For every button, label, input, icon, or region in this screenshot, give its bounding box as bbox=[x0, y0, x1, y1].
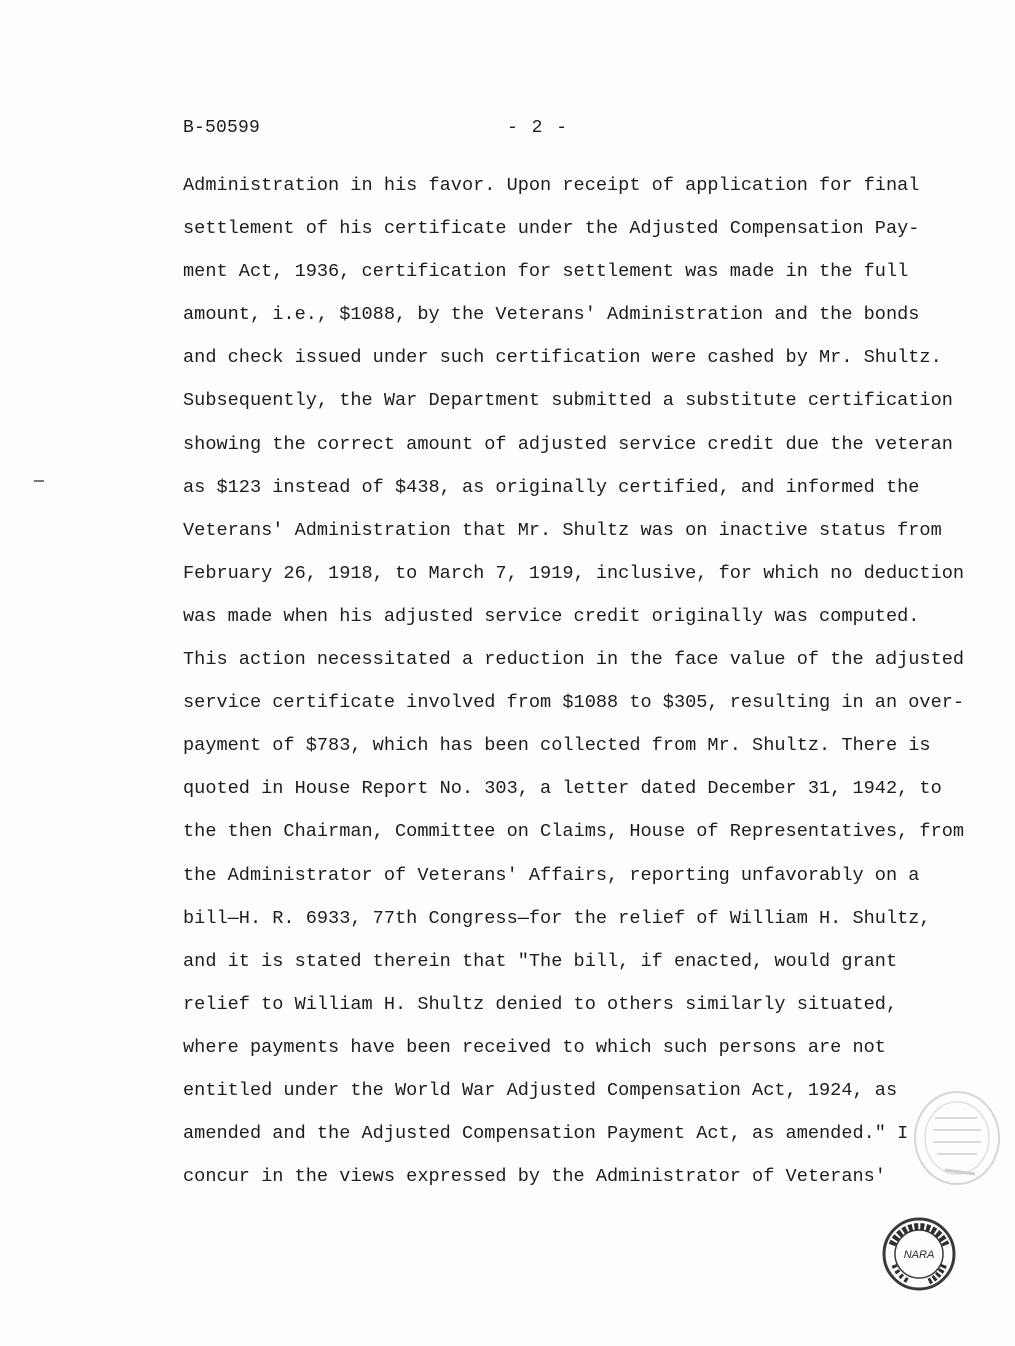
body-line: as $123 instead of $438, as originally certified, and informed the bbox=[183, 476, 920, 498]
body-line: the then Chairman, Committee on Claims, House of Representatives, from bbox=[183, 821, 965, 843]
body-text bbox=[183, 171, 965, 1205]
faint-stamp-icon bbox=[905, 1088, 1001, 1188]
body-line: amended and the Adjusted Compensation Payment Act, as amended." I bbox=[183, 1123, 909, 1145]
body-line: February 26, 1918, to March 7, 1919, inclusive, for which no deduction bbox=[183, 562, 965, 584]
body-line: relief to William H. Shultz denied to others similarly situated, bbox=[183, 993, 898, 1015]
body-line: was made when his adjusted service credit originally was computed. bbox=[183, 605, 920, 627]
svg-text:NARA: NARA bbox=[903, 1249, 935, 1261]
body-line: and it is stated therein that "The bill, if enacted, would grant bbox=[183, 950, 898, 972]
file-number: B-50599 bbox=[183, 118, 261, 138]
body-line: payment of $783, which has been collected from Mr. Shultz. There is bbox=[183, 735, 931, 757]
body-line: This action necessitated a reduction in the face value of the adjusted bbox=[183, 649, 965, 671]
library-seal-icon bbox=[880, 1215, 958, 1293]
body-line: showing the correct amount of adjusted service credit due the veteran bbox=[183, 433, 953, 455]
body-line: Subsequently, the War Department submitted a substitute certification bbox=[183, 390, 953, 412]
body-line: entitled under the World War Adjusted Compensation Act, 1924, as bbox=[183, 1079, 898, 1101]
body-line: Administration in his favor. Upon receipt of application for final bbox=[183, 175, 920, 196]
body-line: where payments have been received to which such persons are not bbox=[183, 1036, 886, 1058]
body-line: quoted in House Report No. 303, a letter dated December 31, 1942, to bbox=[183, 778, 942, 800]
body-line: amount, i.e., $1088, by the Veterans' Administration and the bonds bbox=[183, 304, 920, 326]
body-line: and check issued under such certification were cashed by Mr. Shultz. bbox=[183, 347, 942, 369]
body-line: concur in the views expressed by the Administrator of Veterans' bbox=[183, 1166, 886, 1188]
body-line: the Administrator of Veterans' Affairs, reporting unfavorably on a bbox=[183, 864, 920, 886]
body-line: ment Act, 1936, certification for settlement was made in the full bbox=[183, 261, 909, 283]
body-line: bill—H. R. 6933, 77th Congress—for the relief of William H. Shultz, bbox=[183, 907, 931, 929]
body-line: Veterans' Administration that Mr. Shultz was on inactive status from bbox=[183, 519, 942, 541]
margin-mark bbox=[34, 480, 44, 482]
page-number: - 2 - bbox=[507, 118, 569, 138]
body-line: service certificate involved from $1088 to $305, resulting in an over- bbox=[183, 692, 965, 714]
body-line: settlement of his certificate under the Adjusted Compensation Pay- bbox=[183, 218, 920, 240]
